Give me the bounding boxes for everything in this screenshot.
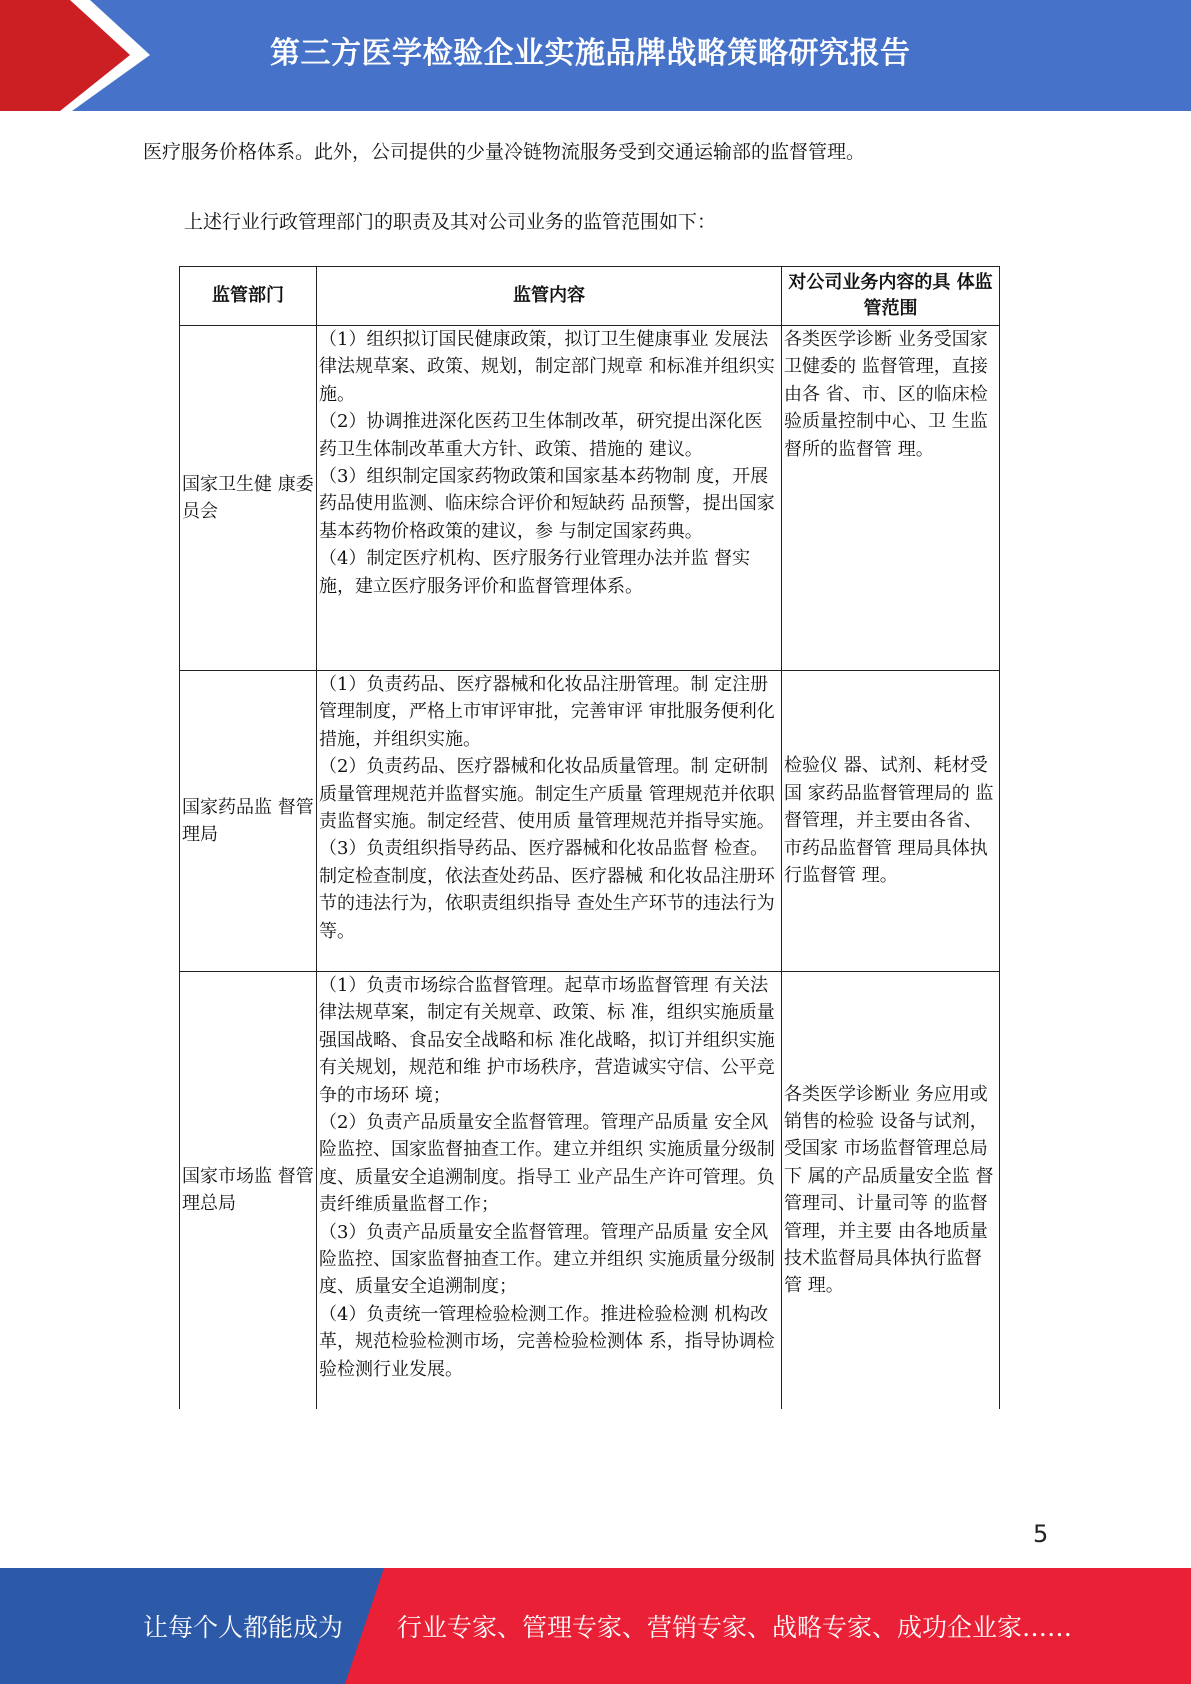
page-footer: [0, 1568, 1191, 1684]
department-cell: 国家市场监 督管理总局: [180, 972, 317, 1409]
paragraph-1: 医疗服务价格体系。此外，公司提供的少量冷链物流服务受到交通运输部的监督管理。: [143, 141, 866, 163]
content-item: （2）负责药品、医疗器械和化妆品质量管理。制 定研制质量管理规范并监督实施。制定生产质量 管理规范并依职责监督实施。制定经营、使用质 量管理规范并指导实施。: [319, 756, 775, 833]
content-cell: [317, 972, 782, 1409]
content-item: （2）协调推进深化医药卫生体制改革，研究提出深化医药卫生体制改革重大方针、政策、措施的 建议。: [319, 411, 763, 460]
content-cell: [317, 326, 782, 671]
content-item: （1）负责药品、医疗器械和化妆品注册管理。制 定注册管理制度，严格上市审评审批，完善审评 审批服务便利化措施，并组织实施。: [319, 674, 775, 750]
department-cell: 国家药品监 督管理局: [180, 671, 317, 972]
content-item: （3）组织制定国家药物政策和国家基本药物制 度，开展药品使用监测、临床综合评价和短缺药 品预警，提出国家基本药物价格政策的建议，参 与制定国家药典。: [319, 466, 775, 542]
table-row: [180, 972, 1000, 1409]
table-row: [180, 326, 1000, 671]
footer-slogan-right: 行业专家、管理专家、营销专家、战略专家、成功企业家……: [397, 1613, 1073, 1642]
page-number: 5: [1033, 1520, 1049, 1548]
scope-cell: 各类医学诊断 业务受国家卫健委的 监督管理，直接由各 省、市、区的临床检验质量控制中心、卫 生监督所的监督管 理。: [782, 326, 1000, 671]
report-title: 第三方医学检验企业实施品牌战略策略研究报告: [270, 36, 911, 71]
header-scope: 对公司业务内容的具 体监管范围: [782, 267, 1000, 326]
content-item: （3）负责产品质量安全监督管理。管理产品质量 安全风险监控、国家监督抽查工作。建立并组织 实施质量分级制度、质量安全追溯制度；: [319, 1221, 775, 1298]
scope-cell: 各类医学诊断业 务应用或销售的检验 设备与试剂，受国家 市场监督管理总局下 属的产品质量安全监 督管理司、计量司等 的监督管理，并主要 由各地质量技术监督局具体执行监督管 理。: [782, 972, 1000, 1409]
content-item: （1）组织拟订国民健康政策，拟订卫生健康事业 发展法律法规草案、政策、规划，制定部门规章 和标准并组织实施。: [319, 329, 775, 405]
regulation-table: [179, 266, 1000, 1409]
footer-slogan-left: 让每个人都能成为: [143, 1613, 344, 1642]
content-item: （2）负责产品质量安全监督管理。管理产品质量 安全风险监控、国家监督抽查工作。建立并组织 实施质量分级制度、质量安全追溯制度。指导工 业产品生产许可管理。负责纤维质量监督工作；: [319, 1112, 775, 1216]
page-header: [0, 0, 1191, 111]
content-item: （3）负责组织指导药品、医疗器械和化妆品监督 检查。制定检查制度，依法查处药品、医疗器械 和化妆品注册环节的违法行为，依职责组织指导 查处生产环节的违法行为等。: [319, 838, 775, 942]
department-cell: 国家卫生健 康委员会: [180, 326, 317, 671]
header-content: 监管内容: [317, 267, 782, 326]
scope-cell: 检验仪 器、试剂、耗材受国 家药品监督管理局的 监督管理，并主要由各省、市药品监督管 理局具体执行监督管 理。: [782, 671, 1000, 972]
header-department: 监管部门: [180, 267, 317, 326]
table-header-row: [180, 267, 1000, 326]
paragraph-2: 上述行业行政管理部门的职责及其对公司业务的监管范围如下：: [184, 211, 717, 233]
content-item: （4）负责统一管理检验检测工作。推进检验检测 机构改革，规范检验检测市场，完善检验检测体 系，指导协调检验检测行业发展。: [319, 1303, 775, 1380]
content-item: （1）负责市场综合监督管理。起草市场监督管理 有关法律法规草案，制定有关规章、政策、标 准，组织实施质量强国战略、食品安全战略和标 准化战略，拟订并组织实施有关规划，规范和维 护市场秩序，营造诚实守信、公平竞争的市场环 境；: [319, 975, 775, 1106]
content-cell: [317, 671, 782, 972]
table-row: [180, 671, 1000, 972]
content-item: （4）制定医疗机构、医疗服务行业管理办法并监 督实施，建立医疗服务评价和监督管理体系。: [319, 548, 751, 597]
